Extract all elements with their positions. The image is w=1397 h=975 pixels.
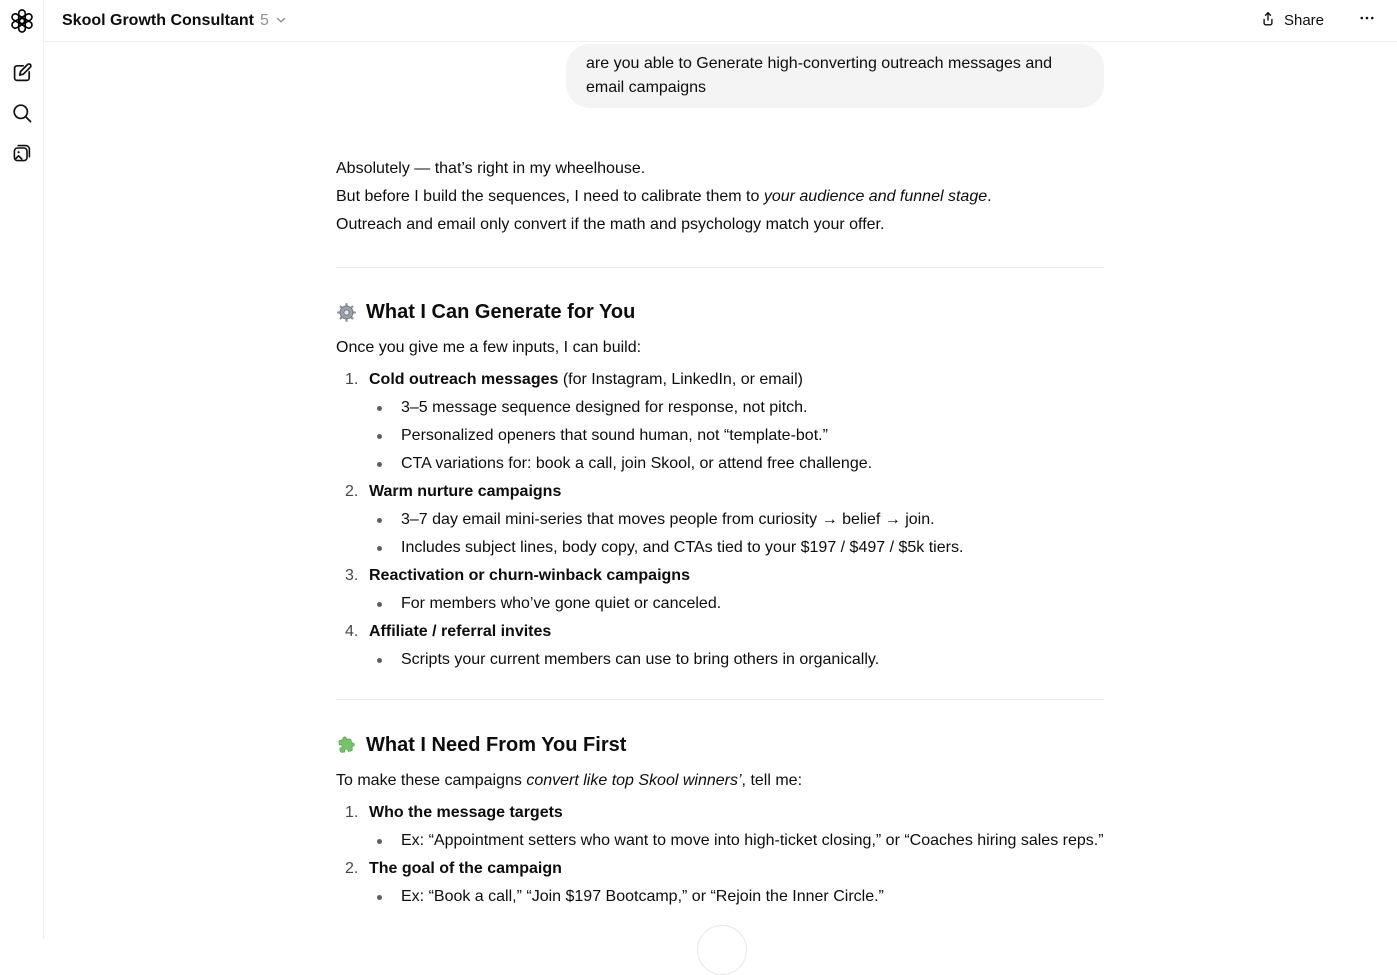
openai-logo[interactable] [8, 7, 36, 35]
assistant-message [336, 155, 1104, 911]
chat-scroll-area[interactable] [43, 42, 1397, 939]
share-label: Share [1283, 12, 1324, 29]
more-options-button[interactable] [1354, 8, 1380, 34]
new-chat-icon[interactable] [8, 59, 36, 87]
numbered-item: 1. Who the message targets [345, 804, 563, 821]
numbered-item: 4. Affiliate / referral invites [345, 623, 552, 640]
numbered-item: 3. Reactivation or churn-winback campaigns [345, 567, 690, 584]
numbered-item: 1. Cold outreach messages (for Instagram, LinkedIn, or email) [345, 371, 803, 388]
section-heading-need: What I Need From You First [336, 731, 1104, 759]
section-lead: To make these campaigns convert like top Skool winners’, tell me: [336, 772, 803, 789]
bullet-item: Includes subject lines, body copy, and CTAs tied to your $197 / $497 / $5k tiers. [336, 534, 1104, 562]
share-button[interactable] [1259, 10, 1324, 32]
bullet-item: Ex: “Book a call,” “Join $197 Bootcamp,” or “Rejoin the Inner Circle.” [336, 883, 1104, 911]
app-title: Skool Growth Consultant [62, 11, 254, 29]
scroll-to-bottom-button[interactable] [697, 925, 747, 975]
puzzle-icon [336, 735, 357, 756]
user-message-row [336, 44, 1104, 108]
sidebar [0, 0, 44, 939]
assistant-intro: Absolutely — that’s right in my wheelhouse. But before I build the sequences, I need to calibrate them to your audience and funnel stage. Outreach and email only convert if the math and psychology match your offer. [336, 160, 992, 233]
conversation [336, 44, 1104, 911]
header [43, 0, 1397, 42]
header-actions [1259, 8, 1380, 34]
share-upload-icon [1259, 10, 1277, 32]
bullet-item: 3–7 day email mini-series that moves people from curiosity → belief → join. [336, 506, 1104, 534]
generate-list [336, 366, 1104, 674]
library-icon[interactable] [8, 139, 36, 167]
gear-icon [336, 302, 357, 323]
app-version: 5 [260, 11, 269, 29]
chevron-down-icon [275, 13, 287, 31]
bullet-item: Scripts your current members can use to bring others in organically. [336, 646, 1104, 674]
user-message-bubble: are you able to Generate high-converting outreach messages and email campaigns [566, 44, 1104, 108]
numbered-item: 2. The goal of the campaign [345, 860, 562, 877]
section-heading-generate: What I Can Generate for You [336, 298, 1104, 326]
bullet-item: CTA variations for: book a call, join Skool, or attend free challenge. [336, 450, 1104, 478]
divider [336, 699, 1104, 700]
search-icon[interactable] [8, 99, 36, 127]
bullet-item: Ex: “Appointment setters who want to move into high-ticket closing,” or “Coaches hiring sales reps.” [336, 827, 1104, 855]
need-list [336, 799, 1104, 911]
bullet-item: 3–5 message sequence designed for response, not pitch. [336, 394, 1104, 422]
bullet-item: For members who’ve gone quiet or canceled. [336, 590, 1104, 618]
conversation-title-menu[interactable] [62, 11, 287, 31]
ellipsis-icon [1358, 9, 1376, 32]
divider [336, 267, 1104, 268]
bullet-item: Personalized openers that sound human, not “template-bot.” [336, 422, 1104, 450]
section-lead: Once you give me a few inputs, I can build: [336, 339, 642, 356]
numbered-item: 2. Warm nurture campaigns [345, 483, 562, 500]
sidebar-nav [8, 59, 36, 167]
